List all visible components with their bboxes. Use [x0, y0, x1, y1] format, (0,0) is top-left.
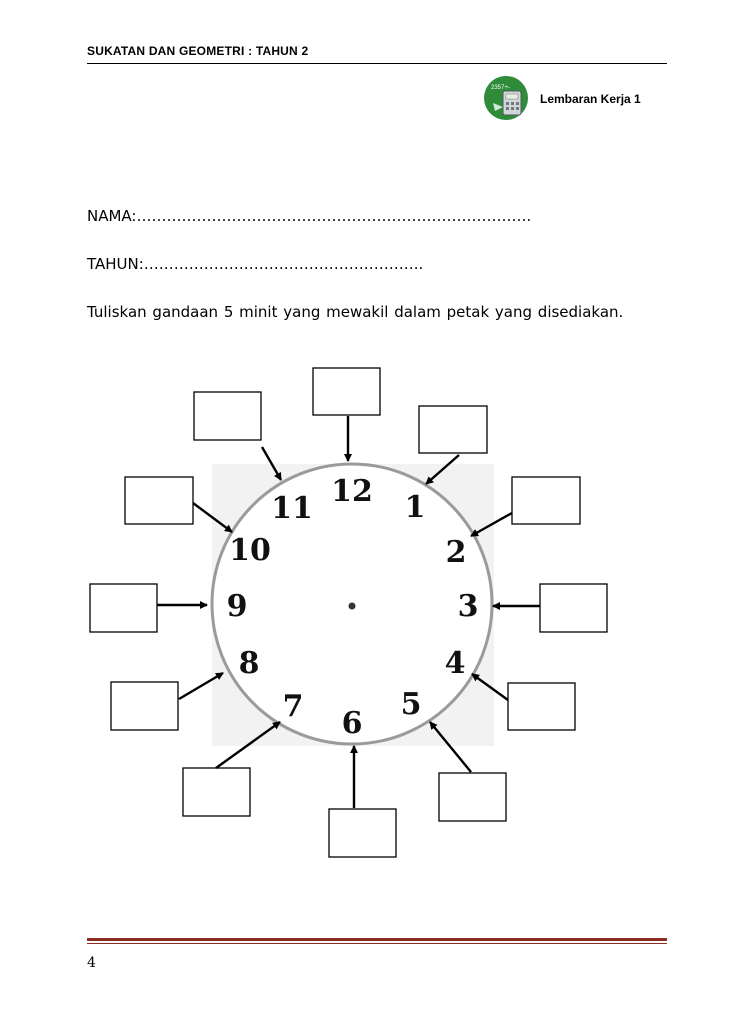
numeral-9: 9 — [226, 589, 248, 624]
numeral-11: 11 — [271, 491, 313, 526]
nama-field[interactable]: NAMA:……………………………………………………………………. — [87, 207, 532, 225]
answer-box-4[interactable] — [508, 683, 575, 730]
numeral-8: 8 — [238, 646, 260, 681]
worksheet-label: Lembaran Kerja 1 — [540, 92, 641, 106]
tahun-field[interactable]: TAHUN:……………………………………………….. — [87, 255, 424, 273]
answer-box-8[interactable] — [111, 682, 178, 730]
header-title: SUKATAN DAN GEOMETRI : TAHUN 2 — [87, 44, 309, 58]
page-number: 4 — [87, 955, 96, 971]
numeral-10: 10 — [229, 533, 271, 568]
answer-box-5[interactable] — [439, 773, 506, 821]
numeral-4: 4 — [444, 646, 466, 681]
answer-box-9[interactable] — [90, 584, 157, 632]
numeral-3: 3 — [457, 589, 479, 624]
answer-box-6[interactable] — [329, 809, 396, 857]
answer-box-7[interactable] — [183, 768, 250, 816]
logo-text: 2357+- — [491, 85, 510, 91]
answer-box-3[interactable] — [540, 584, 607, 632]
numeral-6: 6 — [341, 706, 363, 741]
footer-rule — [87, 938, 667, 941]
answer-box-2[interactable] — [512, 477, 580, 524]
numeral-7: 7 — [282, 689, 304, 724]
answer-box-10[interactable] — [125, 477, 193, 524]
instruction-text: Tuliskan gandaan 5 minit yang mewakil dalam petak yang disediakan. — [87, 303, 624, 321]
numeral-5: 5 — [400, 687, 422, 722]
answer-box-11[interactable] — [194, 392, 261, 440]
numeral-2: 2 — [445, 535, 467, 570]
numeral-12: 12 — [331, 474, 373, 509]
answer-box-12[interactable] — [313, 368, 380, 415]
clock-center-dot — [349, 603, 356, 610]
answer-box-1[interactable] — [419, 406, 487, 453]
footer-rule-thin — [87, 943, 667, 944]
numeral-1: 1 — [404, 490, 426, 525]
